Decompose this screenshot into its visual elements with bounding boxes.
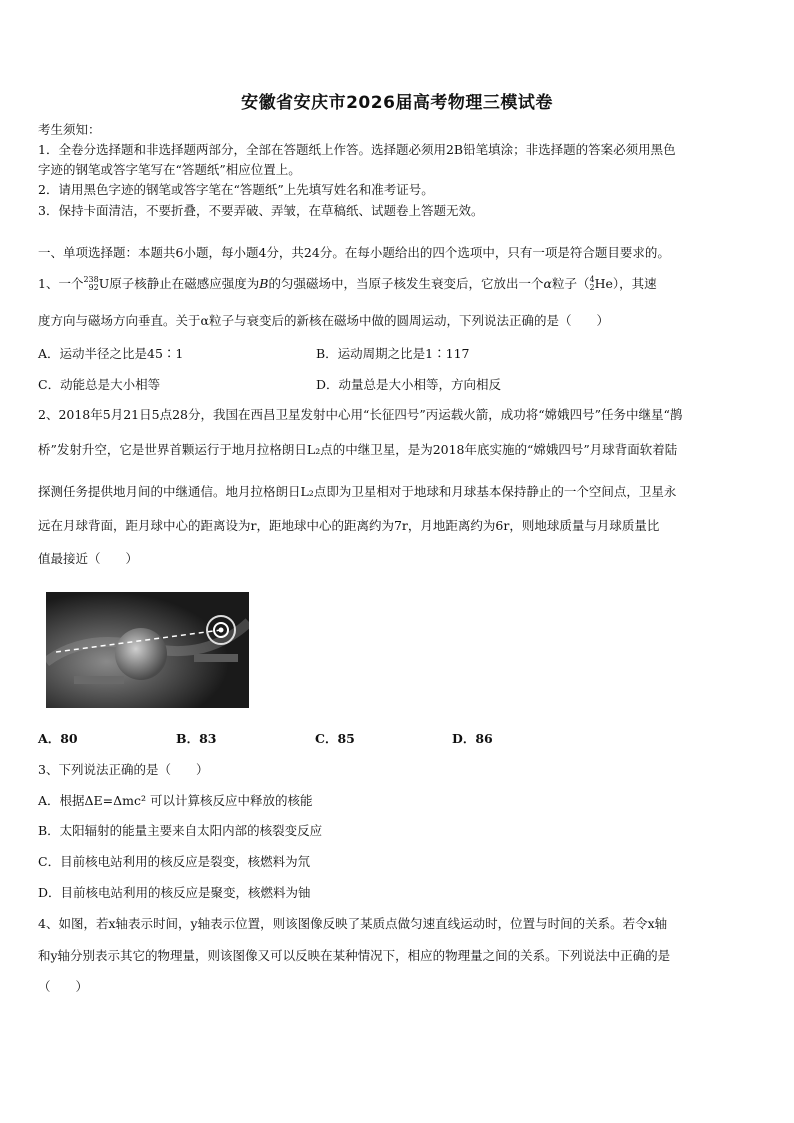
q1-stem-line1 [38, 275, 756, 292]
q2-stem-line1: 2、2018年5月21日5点28分，我国在西昌卫星发射中心用“长征四号”丙运载火箭，成功将“嫦娥四号”任务中继星“鹊 [38, 407, 683, 422]
lunar-relay-figure [46, 592, 249, 708]
notice-heading: 考生须知： [38, 122, 101, 137]
q3-option-a: A．根据ΔE=Δmc² 可以计算核反应中释放的核能 [38, 793, 313, 808]
q1-he-mass: 4 [589, 275, 595, 284]
q4-stem-line3: （ ） [38, 979, 89, 994]
q4-stem-line1: 4、如图，若x轴表示时间，y轴表示位置，则该图像反映了某质点做匀速直线运动时，位置与时间的关系。若令x轴 [38, 916, 668, 931]
q4-stem-line2: 和y轴分别表示其它的物理量，则该图像又可以反映在某种情况下，相应的物理量之间的关系。下列说法中正确的是 [38, 948, 671, 963]
q1-iso-num: 92 [88, 283, 99, 292]
q1-iso-mass: 238 [83, 275, 99, 284]
moon-shape [115, 628, 167, 680]
section-heading: 一、单项选择题：本题共6小题，每小题4分，共24分。在每小题给出的四个选项中，只有一项是符合题目要求的。 [38, 245, 670, 260]
notice-item-2: 2．请用黑色字迹的钢笔或答字笔在“答题纸”上先填写姓名和准考证号。 [38, 182, 434, 197]
q2-option-b: B．83 [176, 731, 217, 746]
q1-mid2: 的匀强磁场中，当原子核发生衰变后，它放出一个 [268, 276, 544, 291]
notice-item-3: 3．保持卡面清洁，不要折叠，不要弄破、弄皱，在草稿纸、试题卷上答题无效。 [38, 203, 484, 218]
q3-option-b: B．太阳辐射的能量主要来自太阳内部的核裂变反应 [38, 823, 323, 838]
q3-option-c: C．目前核电站利用的核反应是裂变，核燃料为氘 [38, 854, 311, 869]
q1-option-c: C．动能总是大小相等 [38, 377, 161, 392]
notice-item-1: 1．全卷分选择题和非选择题两部分，全部在答题纸上作答。选择题必须用2B铅笔填涂；非选择题的答案必须用黑色 [38, 142, 676, 157]
q2-option-d: D．86 [452, 731, 493, 746]
q1-alpha: α [543, 276, 552, 291]
q1-b-symbol: B [259, 276, 269, 291]
q2-option-a: A．80 [38, 731, 78, 746]
q1-option-d: D．动量总是大小相等，方向相反 [316, 377, 502, 392]
q2-stem-line2: 桥”发射升空，它是世界首颗运行于地月拉格朗日L₂点的中继卫星，是为2018年底实施的“嫦娥四号”月球背面软着陆 [38, 442, 678, 457]
q1-he-num: 2 [589, 283, 595, 292]
q1-stem-line2: 度方向与磁场方向垂直。关于α粒子与衰变后的新核在磁场中做的圆周运动，下列说法正确的是（ ） [38, 313, 609, 328]
q1-pre: 1、一个 [38, 276, 84, 291]
lunar-relay-illustration [46, 592, 249, 708]
q1-iso-sym: U [98, 276, 110, 291]
q1-mid: 原子核静止在磁感应强度为 [109, 276, 260, 291]
q1-option-a: A．运动半径之比是45∶1 [38, 346, 184, 361]
page-title: 安徽省安庆市2026届高考物理三模试卷 [241, 93, 553, 113]
q3-stem: 3、下列说法正确的是（ ） [38, 762, 209, 777]
q2-stem-line5: 值最接近（ ） [38, 551, 139, 566]
q2-stem-line4: 远在月球背面，距月球中心的距离设为r，距地球中心的距离约为7r，月地距离约为6r，则地球质量与月球质量比 [38, 518, 660, 533]
q1-end: ），其速 [612, 276, 657, 291]
q3-option-d: D．目前核电站利用的核反应是聚变，核燃料为铀 [38, 885, 311, 900]
q1-option-b: B．运动周期之比是1∶117 [316, 346, 470, 361]
q2-stem-line3: 探测任务提供地月间的中继通信。地月拉格朗日L₂点即为卫星相对于地球和月球基本保持静止的一个空间点，卫星永 [38, 484, 677, 499]
q2-option-c: C．85 [315, 731, 355, 746]
notice-item-1-cont: 字迹的钢笔或答字笔写在“答题纸”相应位置上。 [38, 162, 301, 177]
q1-mid3: 粒子（ [551, 276, 590, 291]
q1-he-sym: He [594, 276, 613, 291]
